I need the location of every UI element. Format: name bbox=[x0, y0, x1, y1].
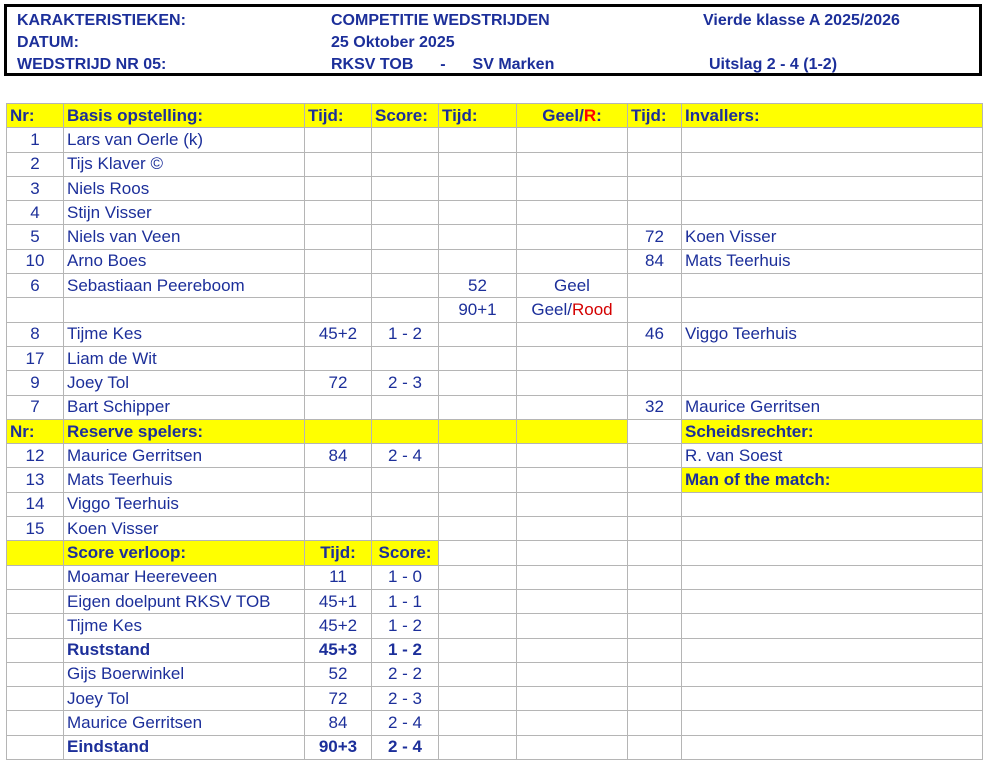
spacer bbox=[628, 589, 682, 613]
sub-time bbox=[628, 371, 682, 395]
card-time bbox=[439, 249, 517, 273]
player-nr bbox=[7, 298, 64, 322]
spacer bbox=[628, 735, 682, 759]
reserve-tijd bbox=[305, 517, 372, 541]
score-value: 1 - 2 bbox=[372, 614, 439, 638]
goal-time: 45+2 bbox=[305, 322, 372, 346]
player-name: Niels van Veen bbox=[64, 225, 305, 249]
goal-time: 72 bbox=[305, 371, 372, 395]
score-time: 45+3 bbox=[305, 638, 372, 662]
spacer bbox=[628, 419, 682, 443]
spacer bbox=[517, 614, 628, 638]
card bbox=[517, 249, 628, 273]
score-lead bbox=[7, 638, 64, 662]
reserve-row bbox=[7, 492, 983, 516]
team-separator: - bbox=[440, 56, 446, 73]
spacer bbox=[439, 614, 517, 638]
spacer bbox=[628, 614, 682, 638]
score-lead bbox=[7, 687, 64, 711]
rood-letter: R bbox=[583, 105, 597, 125]
score-row bbox=[7, 565, 983, 589]
player-nr: 9 bbox=[7, 371, 64, 395]
spacer bbox=[682, 565, 983, 589]
card bbox=[517, 395, 628, 419]
col-score-header: Score: bbox=[372, 104, 439, 128]
score-time: 11 bbox=[305, 565, 372, 589]
lineup-body bbox=[7, 104, 983, 760]
scorer-name: Maurice Gerritsen bbox=[64, 711, 305, 735]
substitute-name bbox=[682, 274, 983, 298]
goal-score: 1 - 2 bbox=[372, 322, 439, 346]
spacer bbox=[682, 735, 983, 759]
goal-score bbox=[372, 395, 439, 419]
spacer bbox=[682, 541, 983, 565]
goal-score bbox=[372, 249, 439, 273]
reserve-score-header bbox=[372, 419, 439, 443]
player-name: Arno Boes bbox=[64, 249, 305, 273]
league: Vierde klasse A 2025/2026 bbox=[703, 12, 900, 29]
spacer bbox=[517, 541, 628, 565]
score-lead bbox=[7, 614, 64, 638]
goal-time bbox=[305, 298, 372, 322]
substitute-name bbox=[682, 152, 983, 176]
table-row bbox=[7, 176, 983, 200]
score-time: 45+1 bbox=[305, 589, 372, 613]
player-nr: 8 bbox=[7, 322, 64, 346]
scorer-name: Eigen doelpunt RKSV TOB bbox=[64, 589, 305, 613]
col-basis-header: Basis opstelling: bbox=[64, 104, 305, 128]
sub-time: 72 bbox=[628, 225, 682, 249]
reserve-nr: 15 bbox=[7, 517, 64, 541]
reserve-card-tijd bbox=[439, 517, 517, 541]
reserve-name: Viggo Teerhuis bbox=[64, 492, 305, 516]
col-nr-header: Nr: bbox=[7, 104, 64, 128]
referee-label: Scheidsrechter: bbox=[682, 419, 983, 443]
scorer-name: Tijme Kes bbox=[64, 614, 305, 638]
score-time: 45+2 bbox=[305, 614, 372, 638]
reserve-tijd bbox=[305, 468, 372, 492]
goal-score: 2 - 3 bbox=[372, 371, 439, 395]
sub-time bbox=[628, 201, 682, 225]
label-datum: DATUM: bbox=[17, 34, 79, 51]
player-name: Tijme Kes bbox=[64, 322, 305, 346]
scorer-name: Eindstand bbox=[64, 735, 305, 759]
card bbox=[517, 298, 628, 322]
player-nr: 10 bbox=[7, 249, 64, 273]
player-name: Sebastiaan Peereboom bbox=[64, 274, 305, 298]
reserve-header-row bbox=[7, 419, 983, 443]
reserve-card-header bbox=[517, 419, 628, 443]
spacer bbox=[682, 589, 983, 613]
table-row bbox=[7, 298, 983, 322]
table-row bbox=[7, 128, 983, 152]
reserve-tijd bbox=[305, 492, 372, 516]
player-name: Tijs Klaver © bbox=[64, 152, 305, 176]
table-row bbox=[7, 322, 983, 346]
score-row bbox=[7, 735, 983, 759]
table-row bbox=[7, 395, 983, 419]
spacer bbox=[682, 687, 983, 711]
scorer-name: Joey Tol bbox=[64, 687, 305, 711]
card-time: 90+1 bbox=[439, 298, 517, 322]
card-time bbox=[439, 346, 517, 370]
table-row bbox=[7, 346, 983, 370]
score-row bbox=[7, 662, 983, 686]
goal-score bbox=[372, 346, 439, 370]
score-lead bbox=[7, 711, 64, 735]
label-karakteristieken: KARAKTERISTIEKEN: bbox=[17, 12, 186, 29]
scorer-name: Moamar Heereveen bbox=[64, 565, 305, 589]
goal-score bbox=[372, 298, 439, 322]
lineup-table bbox=[6, 103, 983, 760]
col-tijd-header: Tijd: bbox=[305, 104, 372, 128]
motm-label: Man of the match: bbox=[682, 468, 983, 492]
geel-label: Geel/ bbox=[542, 105, 584, 125]
substitute-name bbox=[682, 298, 983, 322]
goal-score bbox=[372, 225, 439, 249]
player-nr: 17 bbox=[7, 346, 64, 370]
card-time bbox=[439, 395, 517, 419]
match-result: Uitslag 2 - 4 (1-2) bbox=[709, 56, 838, 73]
score-verloop-header: Score verloop: bbox=[64, 541, 305, 565]
spacer bbox=[517, 735, 628, 759]
goal-time bbox=[305, 249, 372, 273]
player-nr: 2 bbox=[7, 152, 64, 176]
player-name: Lars van Oerle (k) bbox=[64, 128, 305, 152]
sub-time bbox=[628, 176, 682, 200]
score-row bbox=[7, 638, 983, 662]
spacer bbox=[628, 662, 682, 686]
col-card-tijd-header: Tijd: bbox=[439, 104, 517, 128]
reserve-card bbox=[517, 517, 628, 541]
reserve-card-tijd bbox=[439, 444, 517, 468]
sub-time bbox=[628, 274, 682, 298]
card-time bbox=[439, 152, 517, 176]
col-sub-tijd-header: Tijd: bbox=[628, 104, 682, 128]
spacer bbox=[628, 517, 682, 541]
score-time: 90+3 bbox=[305, 735, 372, 759]
colon: : bbox=[596, 105, 602, 125]
spacer bbox=[682, 638, 983, 662]
spacer bbox=[439, 711, 517, 735]
goal-time bbox=[305, 274, 372, 298]
match-date: 25 Oktober 2025 bbox=[331, 34, 455, 51]
reserve-score bbox=[372, 492, 439, 516]
spacer bbox=[517, 565, 628, 589]
scorer-name: Ruststand bbox=[64, 638, 305, 662]
score-value: 2 - 3 bbox=[372, 687, 439, 711]
table-row bbox=[7, 225, 983, 249]
score-lead bbox=[7, 735, 64, 759]
score-tijd-header: Tijd: bbox=[305, 541, 372, 565]
substitute-name: Maurice Gerritsen bbox=[682, 395, 983, 419]
motm-value bbox=[682, 492, 983, 516]
player-name: Bart Schipper bbox=[64, 395, 305, 419]
col-invallers-header: Invallers: bbox=[682, 104, 983, 128]
spacer bbox=[517, 687, 628, 711]
card bbox=[517, 346, 628, 370]
goal-time bbox=[305, 176, 372, 200]
table-row bbox=[7, 201, 983, 225]
score-value: 2 - 2 bbox=[372, 662, 439, 686]
score-lead bbox=[7, 662, 64, 686]
substitute-name: Viggo Teerhuis bbox=[682, 322, 983, 346]
reserve-score bbox=[372, 517, 439, 541]
reserve-nr-header: Nr: bbox=[7, 419, 64, 443]
spacer bbox=[439, 589, 517, 613]
label-wedstrijd: WEDSTRIJD NR 05: bbox=[17, 56, 167, 73]
sub-time bbox=[628, 346, 682, 370]
sub-time: 32 bbox=[628, 395, 682, 419]
spacer bbox=[628, 565, 682, 589]
spacer bbox=[628, 638, 682, 662]
score-row bbox=[7, 614, 983, 638]
player-name: Stijn Visser bbox=[64, 201, 305, 225]
card-rood: Rood bbox=[572, 300, 613, 320]
goal-time bbox=[305, 346, 372, 370]
reserve-name: Maurice Gerritsen bbox=[64, 444, 305, 468]
card bbox=[517, 152, 628, 176]
card-time bbox=[439, 128, 517, 152]
card bbox=[517, 322, 628, 346]
score-time: 72 bbox=[305, 687, 372, 711]
spacer bbox=[517, 638, 628, 662]
table-row bbox=[7, 371, 983, 395]
goal-time bbox=[305, 225, 372, 249]
substitute-name bbox=[682, 371, 983, 395]
goal-score bbox=[372, 176, 439, 200]
reserve-card bbox=[517, 492, 628, 516]
card bbox=[517, 176, 628, 200]
goal-time bbox=[305, 395, 372, 419]
away-team: SV Marken bbox=[472, 56, 555, 73]
spacer bbox=[628, 468, 682, 492]
spacer bbox=[682, 614, 983, 638]
sub-time bbox=[628, 152, 682, 176]
sub-time: 84 bbox=[628, 249, 682, 273]
table-row bbox=[7, 152, 983, 176]
reserve-nr: 13 bbox=[7, 468, 64, 492]
card-time bbox=[439, 371, 517, 395]
goal-score bbox=[372, 152, 439, 176]
score-lead bbox=[7, 565, 64, 589]
score-lead bbox=[7, 589, 64, 613]
card-time bbox=[439, 201, 517, 225]
spacer bbox=[628, 541, 682, 565]
reserve-row bbox=[7, 468, 983, 492]
sub-time bbox=[628, 128, 682, 152]
spacer bbox=[628, 444, 682, 468]
card-geel: Geel/ bbox=[531, 300, 572, 320]
competition-title: COMPETITIE WEDSTRIJDEN bbox=[331, 12, 550, 29]
score-row bbox=[7, 687, 983, 711]
score-value: 2 - 4 bbox=[372, 711, 439, 735]
spacer bbox=[439, 541, 517, 565]
score-value: 1 - 0 bbox=[372, 565, 439, 589]
player-name bbox=[64, 298, 305, 322]
reserve-name: Mats Teerhuis bbox=[64, 468, 305, 492]
player-nr: 4 bbox=[7, 201, 64, 225]
reserve-row bbox=[7, 517, 983, 541]
player-nr: 1 bbox=[7, 128, 64, 152]
score-row bbox=[7, 711, 983, 735]
score-time: 52 bbox=[305, 662, 372, 686]
reserve-name: Koen Visser bbox=[64, 517, 305, 541]
card-time bbox=[439, 322, 517, 346]
substitute-name bbox=[682, 128, 983, 152]
spacer bbox=[628, 687, 682, 711]
spacer bbox=[439, 735, 517, 759]
reserve-card-tijd bbox=[439, 468, 517, 492]
spacer bbox=[439, 687, 517, 711]
player-nr: 5 bbox=[7, 225, 64, 249]
substitute-name bbox=[682, 176, 983, 200]
card-time: 52 bbox=[439, 274, 517, 298]
reserve-tijd-header bbox=[305, 419, 372, 443]
spacer bbox=[682, 662, 983, 686]
spacer bbox=[628, 711, 682, 735]
player-name: Niels Roos bbox=[64, 176, 305, 200]
goal-time bbox=[305, 152, 372, 176]
player-nr: 3 bbox=[7, 176, 64, 200]
goal-score bbox=[372, 201, 439, 225]
score-header-lead bbox=[7, 541, 64, 565]
player-nr: 6 bbox=[7, 274, 64, 298]
player-nr: 7 bbox=[7, 395, 64, 419]
score-score-header: Score: bbox=[372, 541, 439, 565]
table-header-row bbox=[7, 104, 983, 128]
reserve-score: 2 - 4 bbox=[372, 444, 439, 468]
home-team: RKSV TOB bbox=[331, 56, 414, 73]
col-card-header bbox=[517, 104, 628, 128]
reserve-label-header: Reserve spelers: bbox=[64, 419, 305, 443]
reserve-row bbox=[7, 444, 983, 468]
table-row bbox=[7, 274, 983, 298]
card bbox=[517, 371, 628, 395]
score-time: 84 bbox=[305, 711, 372, 735]
reserve-card bbox=[517, 468, 628, 492]
score-value: 1 - 2 bbox=[372, 638, 439, 662]
sub-time: 46 bbox=[628, 322, 682, 346]
score-row bbox=[7, 589, 983, 613]
player-name: Liam de Wit bbox=[64, 346, 305, 370]
goal-score bbox=[372, 274, 439, 298]
reserve-score bbox=[372, 468, 439, 492]
card bbox=[517, 201, 628, 225]
score-header-row bbox=[7, 541, 983, 565]
spacer bbox=[682, 517, 983, 541]
scorer-name: Gijs Boerwinkel bbox=[64, 662, 305, 686]
reserve-card-tijd bbox=[439, 492, 517, 516]
score-value: 1 - 1 bbox=[372, 589, 439, 613]
substitute-name bbox=[682, 346, 983, 370]
spacer bbox=[439, 565, 517, 589]
reserve-card-tijd-header bbox=[439, 419, 517, 443]
score-value: 2 - 4 bbox=[372, 735, 439, 759]
card bbox=[517, 225, 628, 249]
substitute-name: Mats Teerhuis bbox=[682, 249, 983, 273]
goal-time bbox=[305, 201, 372, 225]
substitute-name: Koen Visser bbox=[682, 225, 983, 249]
goal-time bbox=[305, 128, 372, 152]
table-row bbox=[7, 249, 983, 273]
spacer bbox=[517, 711, 628, 735]
reserve-nr: 14 bbox=[7, 492, 64, 516]
card bbox=[517, 128, 628, 152]
match-teams bbox=[331, 55, 554, 75]
card-time bbox=[439, 176, 517, 200]
referee-name: R. van Soest bbox=[682, 444, 983, 468]
spacer bbox=[517, 589, 628, 613]
spacer bbox=[682, 711, 983, 735]
spacer bbox=[517, 662, 628, 686]
card-time bbox=[439, 225, 517, 249]
spacer bbox=[439, 638, 517, 662]
goal-score bbox=[372, 128, 439, 152]
reserve-nr: 12 bbox=[7, 444, 64, 468]
spacer bbox=[439, 662, 517, 686]
substitute-name bbox=[682, 201, 983, 225]
reserve-card bbox=[517, 444, 628, 468]
sub-time bbox=[628, 298, 682, 322]
card: Geel bbox=[517, 274, 628, 298]
reserve-tijd: 84 bbox=[305, 444, 372, 468]
player-name: Joey Tol bbox=[64, 371, 305, 395]
match-header bbox=[4, 4, 982, 76]
spacer bbox=[628, 492, 682, 516]
